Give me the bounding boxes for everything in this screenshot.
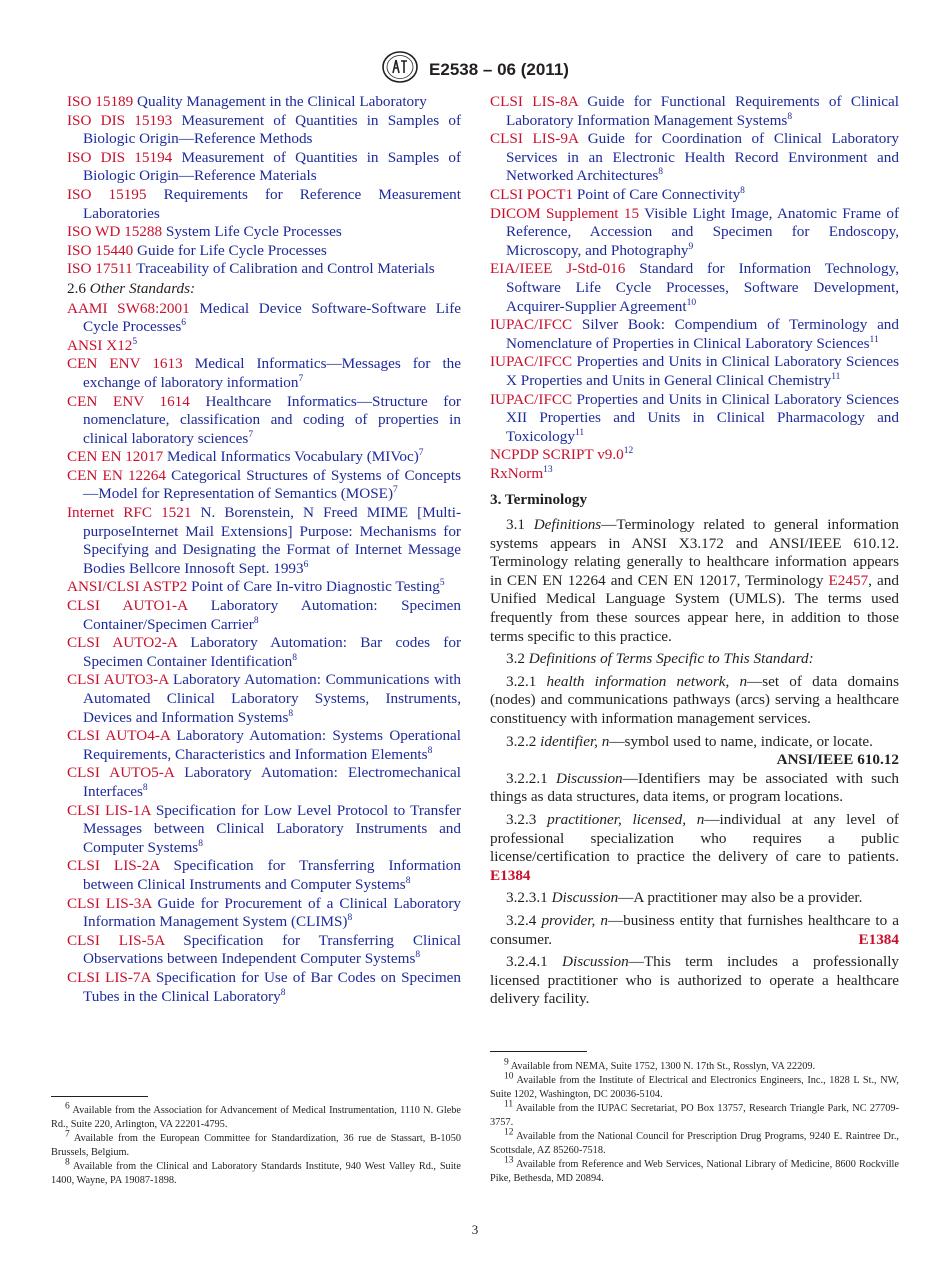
- reference-title-link[interactable]: Laboratory Automation: Electromechanical Interfaces: [83, 764, 462, 800]
- reference-entry: [67, 93, 461, 112]
- reference-code-link[interactable]: CLSI LIS-8A: [490, 93, 578, 110]
- reference-title-link[interactable]: Laboratory Automation: Bar codes for Specimen Container Identification: [83, 634, 462, 670]
- reference-entry: [67, 578, 461, 597]
- right-reference-list: [490, 93, 899, 483]
- footnote-ref[interactable]: 12: [623, 446, 634, 457]
- definition-identifier: [490, 733, 899, 752]
- reference-code-link[interactable]: CLSI LIS-2A: [67, 857, 160, 875]
- definitions-paragraph: [490, 516, 899, 646]
- reference-code-link[interactable]: CEN EN 12264: [67, 466, 166, 484]
- reference-entry: [67, 504, 461, 578]
- footnote-ref[interactable]: 8: [142, 782, 148, 793]
- footnote: [51, 1101, 461, 1132]
- reference-title-link[interactable]: Standard for Information Technology, Software Life Cycle Processes, Software Development, Acquirer-Supplier Agreement: [506, 260, 899, 315]
- terminology-heading: 3. Terminology: [490, 491, 588, 509]
- reference-code-link[interactable]: ISO 17511: [67, 260, 133, 278]
- footnote-text: Available from Reference and Web Services, National Library of Medicine, 8600 Rockville Pike, Bethesda, MD 20894.: [490, 1159, 899, 1184]
- term: practitioner, licensed, n: [547, 810, 705, 828]
- footnote-ref[interactable]: 8: [347, 913, 353, 924]
- reference-code-link[interactable]: Internet RFC 1521: [67, 504, 192, 522]
- discussion-identifier: [490, 770, 899, 807]
- reference-code-link[interactable]: NCPDP SCRIPT v9.0: [490, 446, 624, 464]
- footnote-number: 12: [504, 1127, 514, 1138]
- reference-title-link[interactable]: Guide for Life Cycle Processes: [137, 241, 327, 259]
- section-label: Other Standards:: [89, 279, 196, 297]
- reference-code-link[interactable]: CLSI AUTO2-A: [67, 634, 178, 652]
- reference-entry: [67, 393, 461, 449]
- para-number: 3.2.3.1: [506, 889, 548, 907]
- footnote-ref[interactable]: 8: [280, 987, 286, 998]
- reference-title-link[interactable]: Traceability of Calibration and Control Materials: [136, 260, 435, 278]
- footnote-ref[interactable]: 8: [787, 111, 793, 122]
- definition-health-information-network: [490, 673, 899, 729]
- reference-title-link[interactable]: N. Borenstein, N Freed MIME [Multi-purposeInternet Mail Extensions] Purpose: Mechanisms for Specifying and Designating the Format of Internet Message Bodies Bellcore Innosoft Sept. 1993: [83, 504, 462, 577]
- reference-code-link[interactable]: CLSI LIS-1A: [67, 801, 151, 819]
- reference-entry: [490, 316, 899, 353]
- reference-title-link[interactable]: Point of Care Connectivity: [576, 185, 741, 203]
- footnote-ref[interactable]: 8: [253, 615, 259, 626]
- reference-entry: [67, 467, 461, 504]
- footnote-ref[interactable]: 5: [132, 336, 138, 347]
- reference-entry: [67, 634, 461, 671]
- footnote-ref[interactable]: 8: [427, 745, 433, 756]
- section-number: 2.6: [67, 279, 86, 297]
- para-text: —business entity that furnishes healthcare to a consumer.: [490, 911, 899, 948]
- term: health information network, n: [546, 672, 748, 690]
- reference-entry: [67, 764, 461, 801]
- reference-entry: [490, 93, 899, 130]
- reference-entry: [67, 932, 461, 969]
- reference-code-link[interactable]: CLSI AUTO4-A: [67, 727, 171, 745]
- footnote-rule-left: [51, 1096, 148, 1097]
- footnote-ref[interactable]: 7: [393, 485, 398, 496]
- reference-code-link[interactable]: ISO WD 15288: [67, 223, 163, 241]
- reference-code-link[interactable]: CLSI LIS-9A: [490, 130, 579, 148]
- para-label: Discussion: [562, 953, 629, 971]
- reference-code-link[interactable]: ISO 15195: [67, 185, 147, 203]
- para-number: 3.2.2.1: [506, 769, 548, 787]
- reference-entry: [490, 260, 899, 316]
- reference-code-link[interactable]: ANSI/CLSI ASTP2: [67, 578, 188, 596]
- footnote-ref[interactable]: 5: [439, 578, 445, 589]
- reference-title-link[interactable]: Medical Informatics Vocabulary (MIVoc): [166, 448, 419, 466]
- reference-title-link[interactable]: Measurement of Quantities in Samples of Biologic Origin—Reference Methods: [83, 111, 461, 148]
- footnote: [51, 1157, 461, 1188]
- footnotes-left: [51, 1101, 461, 1188]
- footnote-ref[interactable]: 11: [869, 334, 879, 345]
- e1384-link[interactable]: E1384: [858, 930, 899, 948]
- reference-title-link[interactable]: Categorical Structures of Systems of Concepts—Model for Representation of Semantics (MOSE): [83, 466, 461, 503]
- footnote: [490, 1071, 899, 1102]
- para-text: —This term includes a professionally licensed practitioner who is authorized to operate a healthcare delivery facility.: [490, 953, 900, 1008]
- reference-code-link[interactable]: IUPAC/IFCC: [490, 316, 573, 334]
- reference-code-link[interactable]: CLSI LIS-5A: [67, 931, 165, 949]
- reference-title-link[interactable]: System Life Cycle Processes: [165, 223, 342, 241]
- reference-code-link[interactable]: CLSI LIS-7A: [67, 968, 151, 986]
- reference-title-link[interactable]: Laboratory Automation: Systems Operational Requirements, Characteristics and Information Elements: [83, 727, 462, 763]
- footnote-ref[interactable]: 7: [248, 429, 254, 440]
- para-number: 3.2.3: [506, 810, 537, 828]
- reference-code-link[interactable]: ISO 15189: [67, 93, 134, 110]
- footnote-text: Available from the IUPAC Secretariat, PO Box 13757, Research Triangle Park, NC 27709-3757.: [490, 1103, 900, 1128]
- reference-entry: [67, 242, 461, 261]
- identifier-source: ANSI/IEEE 610.12: [776, 751, 899, 769]
- reference-code-link[interactable]: CEN ENV 1613: [67, 355, 183, 373]
- reference-entry: [67, 260, 461, 279]
- footnote-ref[interactable]: 6: [181, 318, 187, 329]
- reference-code-link[interactable]: CLSI POCT1: [490, 185, 574, 203]
- para-text: —Terminology related to general information systems appears in ANSI X3.172 and ANSI/IEEE 610.12. Terminology relating generally to healthcare information appears in CEN EN 12264 and CEN EN 12017, Terminology: [490, 516, 899, 589]
- footnote-ref[interactable]: 8: [405, 875, 411, 886]
- para-text: —symbol used to name, indicate, or locate.: [609, 732, 873, 750]
- footnote-ref[interactable]: 11: [574, 427, 585, 438]
- footnote-ref[interactable]: 7: [298, 373, 304, 384]
- discussion-provider: [490, 953, 899, 1009]
- reference-entry: [490, 205, 899, 261]
- para-number: 3.2.4: [506, 911, 537, 929]
- footnote: [490, 1127, 899, 1158]
- footnote-number: 6: [65, 1101, 70, 1112]
- footnote-ref[interactable]: 9: [688, 241, 694, 252]
- reference-title-link[interactable]: Properties and Units in Clinical Laboratory Sciences X Properties and Units in General Clinical Chemistry: [506, 353, 900, 389]
- footnote: [490, 1155, 899, 1186]
- reference-entry: [67, 969, 461, 1006]
- para-label: Definitions of Terms Specific to This Standard:: [528, 650, 814, 668]
- footnote-text: Available from NEMA, Suite 1752, 1300 N. 17th St., Rosslyn, VA 22209.: [510, 1061, 816, 1072]
- e2457-link[interactable]: E2457: [828, 571, 869, 589]
- para-label: Discussion: [551, 889, 619, 907]
- reference-entry: [67, 149, 461, 186]
- term: identifier, n: [540, 732, 610, 750]
- reference-title-link[interactable]: Measurement of Quantities in Samples of Biologic Origin—Reference Materials: [83, 148, 461, 185]
- para-text: —set of data domains (nodes) and communications pathways (arcs) serving a healthcare constituency with information management services.: [490, 672, 899, 727]
- para-number: 3.2.1: [506, 672, 537, 690]
- reference-title-link[interactable]: Properties and Units in Clinical Laboratory Sciences XII Properties and Units in Clinical Pharmacology and Toxicology: [506, 390, 900, 445]
- reference-title-link[interactable]: Guide for Functional Requirements of Clinical Laboratory Information Management Systems: [506, 93, 899, 129]
- discussion-practitioner: [490, 889, 899, 908]
- footnote-ref[interactable]: 8: [288, 708, 294, 719]
- reference-entry: [490, 446, 899, 465]
- reference-code-link[interactable]: ISO 15440: [67, 241, 134, 259]
- reference-title-link[interactable]: Specification for Transferring Information between Clinical Instruments and Computer Systems: [83, 857, 461, 893]
- para-text: —individual at any level of professional specialization who requires a public license/certification to practice the delivery of care to patients.: [490, 810, 899, 866]
- iso-reference-list: [67, 93, 461, 279]
- astm-logo-icon: [381, 50, 419, 89]
- footnote-ref[interactable]: 7: [418, 448, 424, 459]
- footnote-ref[interactable]: 8: [658, 167, 663, 178]
- reference-entry: [67, 857, 461, 894]
- para-label: Discussion: [555, 769, 623, 787]
- reference-title-link[interactable]: Silver Book: Compendium of Terminology and Nomenclature of Properties in Clinical Laboratory Sciences: [506, 316, 899, 352]
- term: provider, n: [541, 911, 608, 929]
- reference-code-link[interactable]: CEN EN 12017: [67, 448, 164, 466]
- definition-practitioner: [490, 811, 899, 885]
- reference-entry: [67, 337, 461, 356]
- standard-designation: E2538 – 06 (2011): [429, 59, 569, 79]
- footnote-text: Available from the European Committee for Standardization, 36 rue de Stassart, B-1050 Brussels, Belgium.: [51, 1133, 461, 1158]
- footnote-ref[interactable]: 8: [198, 838, 203, 849]
- para-number: 3.2.2: [506, 732, 537, 750]
- reference-code-link[interactable]: EIA/IEEE J-Std-016: [490, 260, 626, 278]
- reference-title-link[interactable]: Visible Light Image, Anatomic Frame of Reference, Accession and Specimen for Endoscopy, Microscopy, and Photography: [506, 204, 900, 259]
- reference-entry: [490, 391, 899, 447]
- para-number: 3.2.4.1: [506, 953, 548, 971]
- page-number: 3: [471, 1222, 479, 1237]
- page-header: [0, 50, 950, 90]
- reference-title-link[interactable]: Healthcare Informatics—Structure for nomenclature, classification and coding of properties in clinical laboratory sciences: [83, 392, 461, 447]
- reference-code-link[interactable]: RxNorm: [490, 464, 544, 482]
- footnote-number: 13: [504, 1155, 514, 1166]
- footnote-ref[interactable]: 8: [415, 950, 421, 961]
- reference-code-link[interactable]: CLSI AUTO5-A: [67, 764, 174, 782]
- footnote-number: 8: [65, 1157, 70, 1168]
- reference-entry: [67, 895, 461, 932]
- footnote-rule-right: [490, 1051, 587, 1052]
- reference-title-link[interactable]: Quality Management in the Clinical Laboratory: [137, 93, 427, 110]
- reference-code-link[interactable]: IUPAC/IFCC: [490, 390, 573, 408]
- right-column: [490, 93, 899, 1013]
- footnote-number: 11: [504, 1099, 514, 1110]
- reference-title-link[interactable]: Specification for Use of Bar Codes on Specimen Tubes in the Clinical Laboratory: [83, 968, 461, 1005]
- reference-code-link[interactable]: CEN ENV 1614: [67, 392, 190, 410]
- footnote: [51, 1129, 461, 1160]
- reference-entry: [490, 353, 899, 390]
- footnote-ref[interactable]: 8: [292, 652, 297, 663]
- reference-entry: [67, 727, 461, 764]
- reference-entry: [490, 186, 899, 205]
- e1384-link[interactable]: E1384: [490, 866, 531, 884]
- para-label: Definitions: [533, 516, 602, 534]
- reference-entry: [67, 300, 461, 337]
- reference-code-link[interactable]: DICOM Supplement 15: [490, 204, 640, 222]
- footnote-ref[interactable]: 8: [740, 185, 745, 196]
- reference-entry: [490, 465, 899, 484]
- footnote-text: Available from the Clinical and Laboratory Standards Institute, 940 West Valley Rd., Suite 1400, Wayne, PA 19087-1898.: [51, 1161, 461, 1186]
- reference-entry: [67, 597, 461, 634]
- para-number: 3.2: [506, 650, 525, 668]
- reference-code-link[interactable]: CLSI AUTO1-A: [67, 597, 188, 615]
- reference-code-link[interactable]: CLSI LIS-3A: [67, 894, 152, 912]
- reference-entry: [67, 112, 461, 149]
- specific-definitions-heading: [490, 650, 899, 669]
- reference-code-link[interactable]: IUPAC/IFCC: [490, 353, 573, 371]
- footnote-number: 9: [504, 1057, 509, 1068]
- left-column: [67, 93, 461, 1006]
- reference-code-link[interactable]: CLSI AUTO3-A: [67, 671, 169, 689]
- footnote-ref[interactable]: 13: [543, 464, 553, 475]
- footnote-number: 7: [65, 1129, 70, 1140]
- other-reference-list: [67, 300, 461, 1007]
- definition-provider: [490, 912, 899, 949]
- footnote-ref[interactable]: 10: [686, 297, 697, 308]
- footnote-ref[interactable]: 11: [831, 371, 841, 382]
- reference-title-link[interactable]: Medical Device Software-Software Life Cycle Processes: [83, 299, 462, 336]
- reference-title-link[interactable]: Guide for Procurement of a Clinical Laboratory Information Management System (CLIMS): [83, 894, 462, 931]
- reference-title-link[interactable]: Laboratory Automation: Specimen Container/Specimen Carrier: [83, 597, 461, 633]
- reference-entry: [67, 186, 461, 223]
- reference-entry: [67, 802, 461, 858]
- reference-title-link[interactable]: Requirements for Reference Measurement Laboratories: [83, 185, 461, 222]
- footnote: [490, 1099, 900, 1130]
- footnote-text: Available from the Association for Advancement of Medical Instrumentation, 1110 N. Glebe Rd., Suite 220, Arlington, VA 22201-4795.: [51, 1105, 461, 1130]
- footnotes-right: [490, 1057, 900, 1186]
- footnote-text: Available from the National Council for Prescription Drug Programs, 9240 E. Raintree Dr., Scottsdale, AZ 85260-7518.: [490, 1131, 899, 1156]
- reference-title-link[interactable]: Guide for Coordination of Clinical Laboratory Services in an Electronic Health Record Environment and Networked Architectures: [506, 130, 899, 185]
- footnote-text: Available from the Institute of Electrical and Electronics Engineers, Inc., 1828 L St., NW, Suite 1202, Washington, DC 20036-5104.: [490, 1075, 899, 1100]
- reference-code-link[interactable]: ISO DIS 15194: [67, 148, 173, 166]
- reference-code-link[interactable]: ISO DIS 15193: [67, 111, 173, 129]
- para-text: —A practitioner may also be a provider.: [618, 889, 863, 907]
- reference-title-link[interactable]: Point of Care In-vitro Diagnostic Testing: [191, 578, 440, 596]
- footnote: [490, 1057, 899, 1074]
- reference-title-link[interactable]: Specification for Transferring Clinical Observations between Independent Computer Systems: [83, 931, 461, 968]
- reference-code-link[interactable]: AAMI SW68:2001: [67, 299, 190, 317]
- para-text: —Identifiers may be associated with such things as data structures, data items, or program locations.: [490, 769, 899, 806]
- reference-title-link[interactable]: Specification for Low Level Protocol to Transfer Messages between Clinical Laboratory Instruments and Computer Systems: [83, 801, 462, 856]
- reference-entry: [67, 448, 461, 467]
- reference-entry: [67, 671, 461, 727]
- footnote-ref[interactable]: 6: [303, 559, 309, 570]
- reference-entry: [490, 130, 899, 186]
- other-standards-heading: [67, 280, 461, 299]
- reference-entry: [67, 223, 461, 242]
- para-text: , and Unified Medical Language System (UMLS). The terms used frequently from these sources appear here, in addition to those terms specific to this practice.: [490, 571, 899, 645]
- reference-title-link[interactable]: Laboratory Automation: Communications with Automated Clinical Laboratory Systems, Instruments, Devices and Information Systems: [83, 671, 461, 726]
- reference-title-link[interactable]: Medical Informatics—Messages for the exchange of laboratory information: [83, 355, 461, 391]
- reference-entry: [67, 355, 461, 392]
- footnote-number: 10: [504, 1071, 514, 1082]
- reference-code-link[interactable]: ANSI X12: [67, 336, 133, 354]
- para-number: 3.1: [506, 516, 525, 534]
